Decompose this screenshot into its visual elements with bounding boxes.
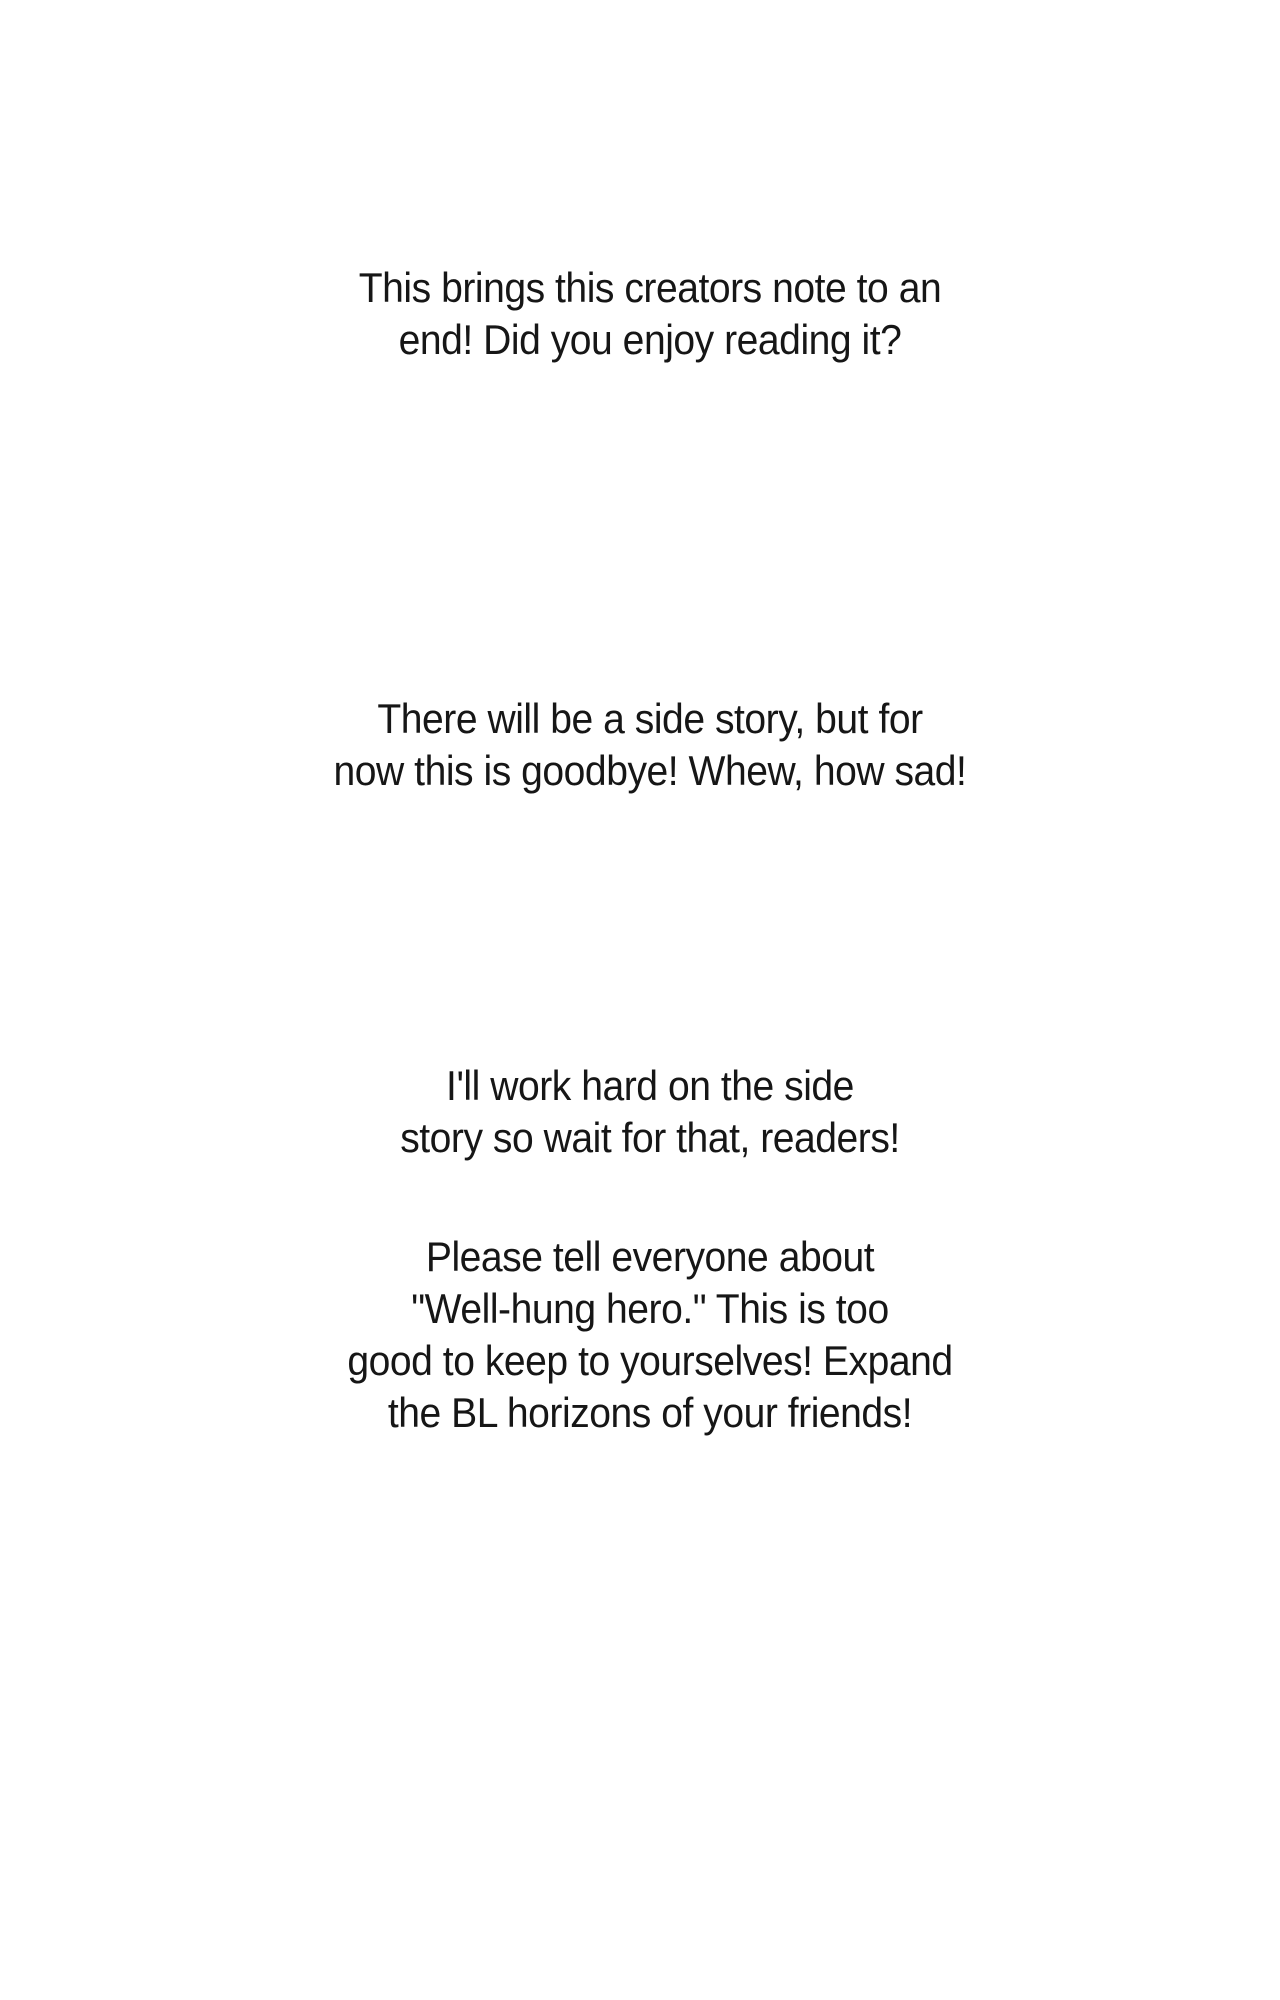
note-line: Please tell everyone about — [425, 1233, 875, 1280]
note-line: good to keep to yourselves! Expand — [347, 1337, 953, 1384]
note-line: This brings this creators note to an — [358, 264, 942, 311]
note-paragraph-1 — [64, 262, 1236, 366]
note-line: I'll work hard on the side — [446, 1062, 854, 1109]
note-paragraph-3 — [64, 1060, 1236, 1164]
note-line: end! Did you enjoy reading it? — [398, 316, 902, 363]
note-paragraph-2 — [64, 693, 1236, 797]
note-line: There will be a side story, but for — [377, 695, 923, 742]
note-line: story so wait for that, readers! — [400, 1114, 900, 1161]
note-line: the BL horizons of your friends! — [387, 1389, 913, 1436]
note-line: "Well-hung hero." This is too — [411, 1285, 889, 1332]
note-line: now this is goodbye! Whew, how sad! — [333, 747, 967, 794]
note-paragraph-4 — [64, 1231, 1236, 1439]
